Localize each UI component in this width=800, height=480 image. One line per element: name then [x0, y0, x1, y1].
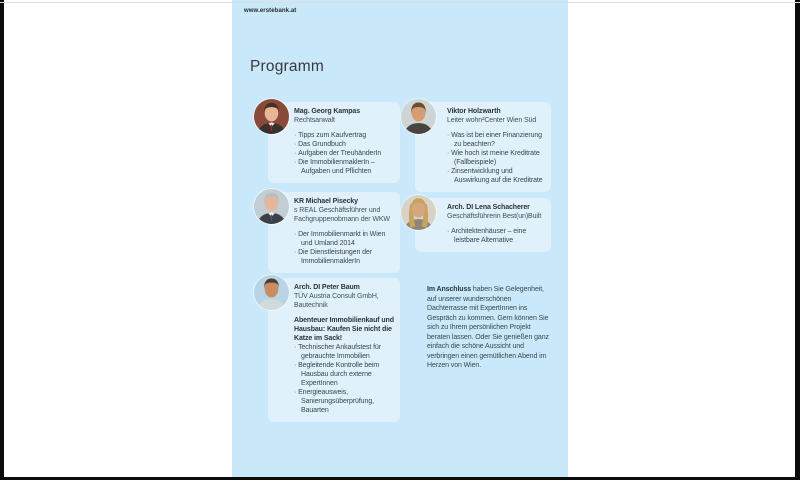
- flyer-page: [232, 0, 568, 477]
- speaker-name: KR Michael Pisecky: [294, 198, 358, 205]
- speaker-card-holzwarth: [415, 102, 551, 192]
- speaker-name: Arch. DI Lena Schacherer: [447, 204, 530, 211]
- topic-list: [294, 131, 396, 176]
- topic-list: [294, 343, 396, 415]
- frame-bar-right: [795, 0, 800, 480]
- topic-item: · Das Grundbuch: [294, 140, 396, 149]
- speaker-role: Leiter wohn²Center Wien Süd: [447, 117, 537, 124]
- speaker-role: TÜV Austria Consult GmbH, Bautechnik: [294, 293, 379, 309]
- closing-lead: Im Anschluss: [427, 286, 472, 293]
- speaker-photo: [401, 195, 436, 230]
- topic-item: · Architektenhäuser – eine leistbare Alternative: [447, 227, 547, 245]
- person-portrait-icon: [401, 99, 436, 134]
- frame-hairline-top: [0, 2, 800, 3]
- topic-item: · Energieausweis, Sanierungsüberprüfung, Bauarten: [294, 388, 396, 415]
- person-portrait-icon: [254, 275, 289, 310]
- speaker-card-pisecky: [268, 192, 400, 273]
- speaker-photo: [401, 99, 436, 134]
- person-portrait-icon: [401, 195, 436, 230]
- talk-title: Abenteuer Immobilienkauf und Hausbau: Kaufen Sie nicht die Katze im Sack!: [294, 317, 394, 342]
- speaker-photo: [254, 99, 289, 134]
- speaker-photo: [254, 189, 289, 224]
- speaker-photo: [254, 275, 289, 310]
- speaker-card-schacherer: [415, 198, 551, 252]
- topic-item: · Die ImmobilienmaklerIn – Aufgaben und Pflichten: [294, 158, 396, 176]
- speaker-card-kampas: [268, 102, 400, 183]
- speaker-role: s REAL Geschäftsführer und Fachgruppenobmann der WKW: [294, 207, 390, 223]
- topic-list: [447, 227, 547, 245]
- speaker-name: Viktor Holzwarth: [447, 108, 501, 115]
- topic-item: · Der Immobilienmarkt in Wien und Umland 2014: [294, 230, 396, 248]
- closing-paragraph: [427, 285, 549, 371]
- topic-item: · Begleitende Kontrolle beim Hausbau durch externe ExpertInnen: [294, 361, 396, 388]
- speaker-name: Arch. DI Peter Baum: [294, 284, 360, 291]
- topic-list: [447, 131, 547, 185]
- topic-item: · Technischer Ankaufstest für gebrauchte Immobilien: [294, 343, 396, 361]
- website-label: www.erstebank.at: [244, 8, 297, 14]
- topic-item: · Wie hoch ist meine Kreditrate (Fallbeispiele): [447, 149, 547, 167]
- person-portrait-icon: [254, 189, 289, 224]
- frame-bar-left: [0, 0, 4, 480]
- speaker-role: Rechtsanwalt: [294, 117, 335, 124]
- topic-item: · Tipps zum Kaufvertrag: [294, 131, 396, 140]
- topic-list: [294, 230, 396, 266]
- closing-text: haben Sie Gelegenheit, auf unserer wunderschönen Dachterrasse mit ExpertInnen ins Gespräch zu kommen. Gern können Sie sich zu Ihrem persönlichen Projekt beraten lassen. Oder Sie genießen ganz einfach die schöne Aussicht und verbringen einen gemütlichen Abend im Herzen von Wien.: [427, 286, 549, 369]
- topic-item: · Aufgaben der TreuhänderIn: [294, 149, 396, 158]
- speaker-card-baum: [268, 278, 400, 422]
- speaker-name: Mag. Georg Kampas: [294, 108, 360, 115]
- person-portrait-icon: [254, 99, 289, 134]
- topic-item: · Was ist bei einer Finanzierung zu beachten?: [447, 131, 547, 149]
- topic-item: · Die Dienstleistungen der ImmobilienmaklerIn: [294, 248, 396, 266]
- page-title: Programm: [250, 58, 324, 75]
- topic-item: · Zinsentwicklung und Auswirkung auf die Kreditrate: [447, 167, 547, 185]
- speaker-role: Geschäftsführerin Best(un)Built: [447, 213, 542, 220]
